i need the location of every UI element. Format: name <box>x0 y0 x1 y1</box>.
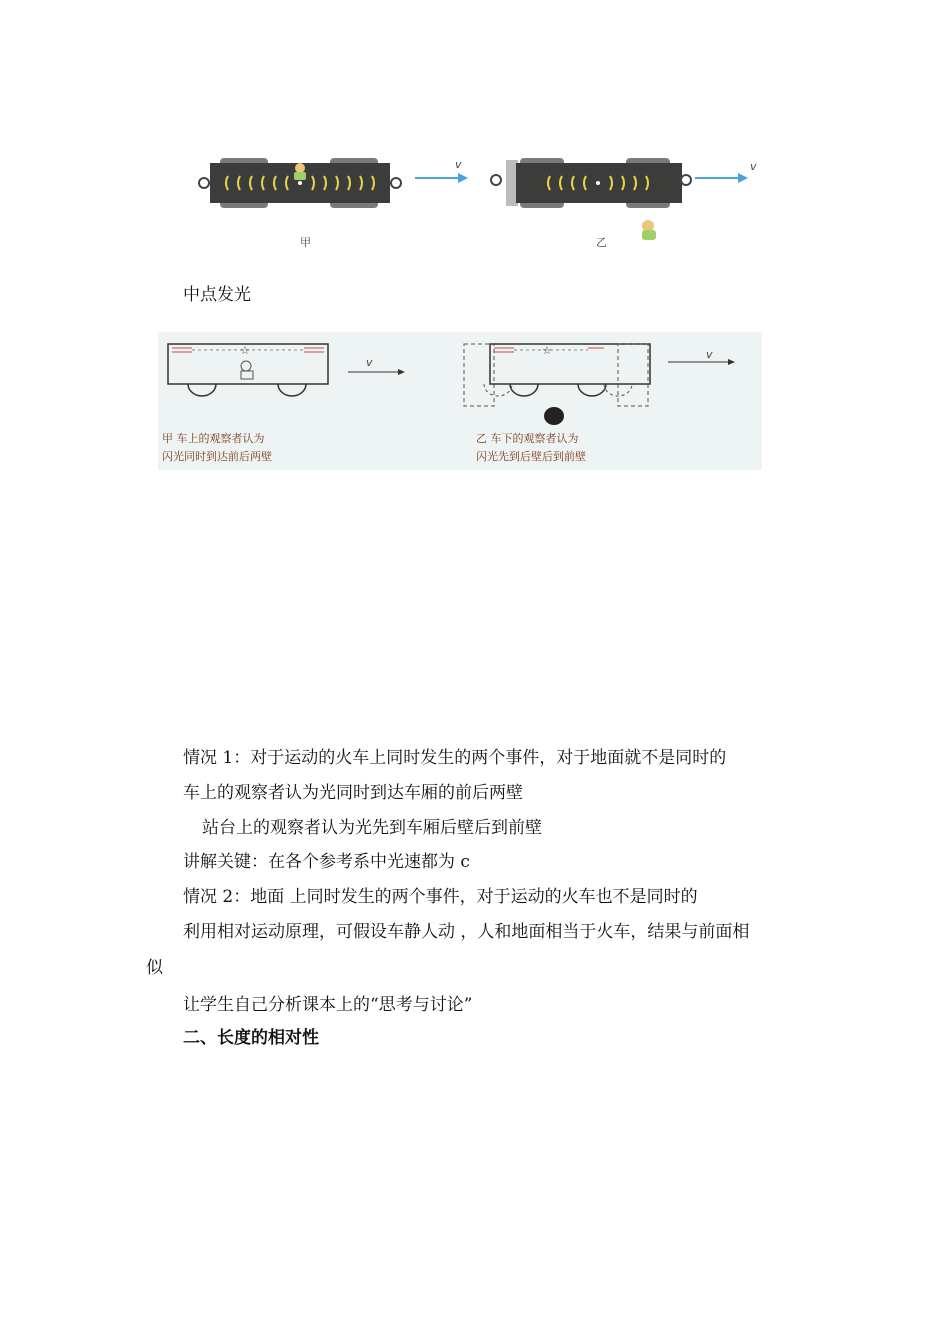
schematic-car-b <box>464 344 650 425</box>
caption-a-line1: 甲 车上的观察者认为 <box>162 432 265 445</box>
velocity-label-a: v <box>455 158 462 171</box>
velocity-arrow-fig2-a <box>348 369 405 375</box>
paragraph-train-observer: 车上的观察者认为光同时到达车厢的前后两壁 <box>183 783 523 803</box>
flash-star-a: ☆ <box>240 344 250 357</box>
velocity-label-fig2-b: v <box>706 348 713 361</box>
train-car-a <box>199 158 401 208</box>
velocity-arrow-a <box>415 173 468 183</box>
caption-b-line2: 闪光先到后壁后到前壁 <box>476 450 586 463</box>
velocity-label-fig2-a: v <box>366 356 373 369</box>
flash-star-b: ☆ <box>542 344 552 357</box>
panel-label-b: 乙 <box>596 236 607 249</box>
standing-observer-icon <box>544 407 564 425</box>
paragraph-relative-motion: 利用相对运动原理，可假设车静人动 ，人和地面相当于火车，结果与前面相 <box>183 922 750 942</box>
paragraph-case-1: 情况 1：对于运动的火车上同时发生的两个事件，对于地面就不是同时的 <box>183 748 727 768</box>
velocity-arrow-b <box>695 173 748 183</box>
paragraph-platform-observer: 站台上的观察者认为光先到车厢后壁后到前壁 <box>202 818 542 838</box>
caption-a-line2: 闪光同时到达前后两壁 <box>162 450 272 463</box>
observer-on-ground-icon <box>642 220 656 240</box>
caption-b-line1: 乙 车下的观察者认为 <box>476 432 579 445</box>
section-heading-length-relativity: 二、长度的相对性 <box>183 1028 319 1048</box>
train-light-figure-1 <box>190 148 770 258</box>
panel-label-a: 甲 <box>300 236 311 249</box>
caption-midpoint-flash: 中点发光 <box>183 285 251 305</box>
paragraph-relative-motion-cont: 似 <box>146 958 163 978</box>
train-car-b <box>491 158 691 240</box>
velocity-arrow-fig2-b <box>668 359 735 365</box>
train-light-figure-2 <box>158 332 762 470</box>
paragraph-discussion: 让学生自己分析课本上的“思考与讨论” <box>183 995 473 1015</box>
paragraph-key-point: 讲解关键：在各个参考系中光速都为 c <box>183 852 470 872</box>
velocity-label-b: v <box>750 160 757 173</box>
paragraph-case-2: 情况 2：地面 上同时发生的两个事件，对于运动的火车也不是同时的 <box>183 887 698 907</box>
seated-observer-icon <box>241 361 253 379</box>
